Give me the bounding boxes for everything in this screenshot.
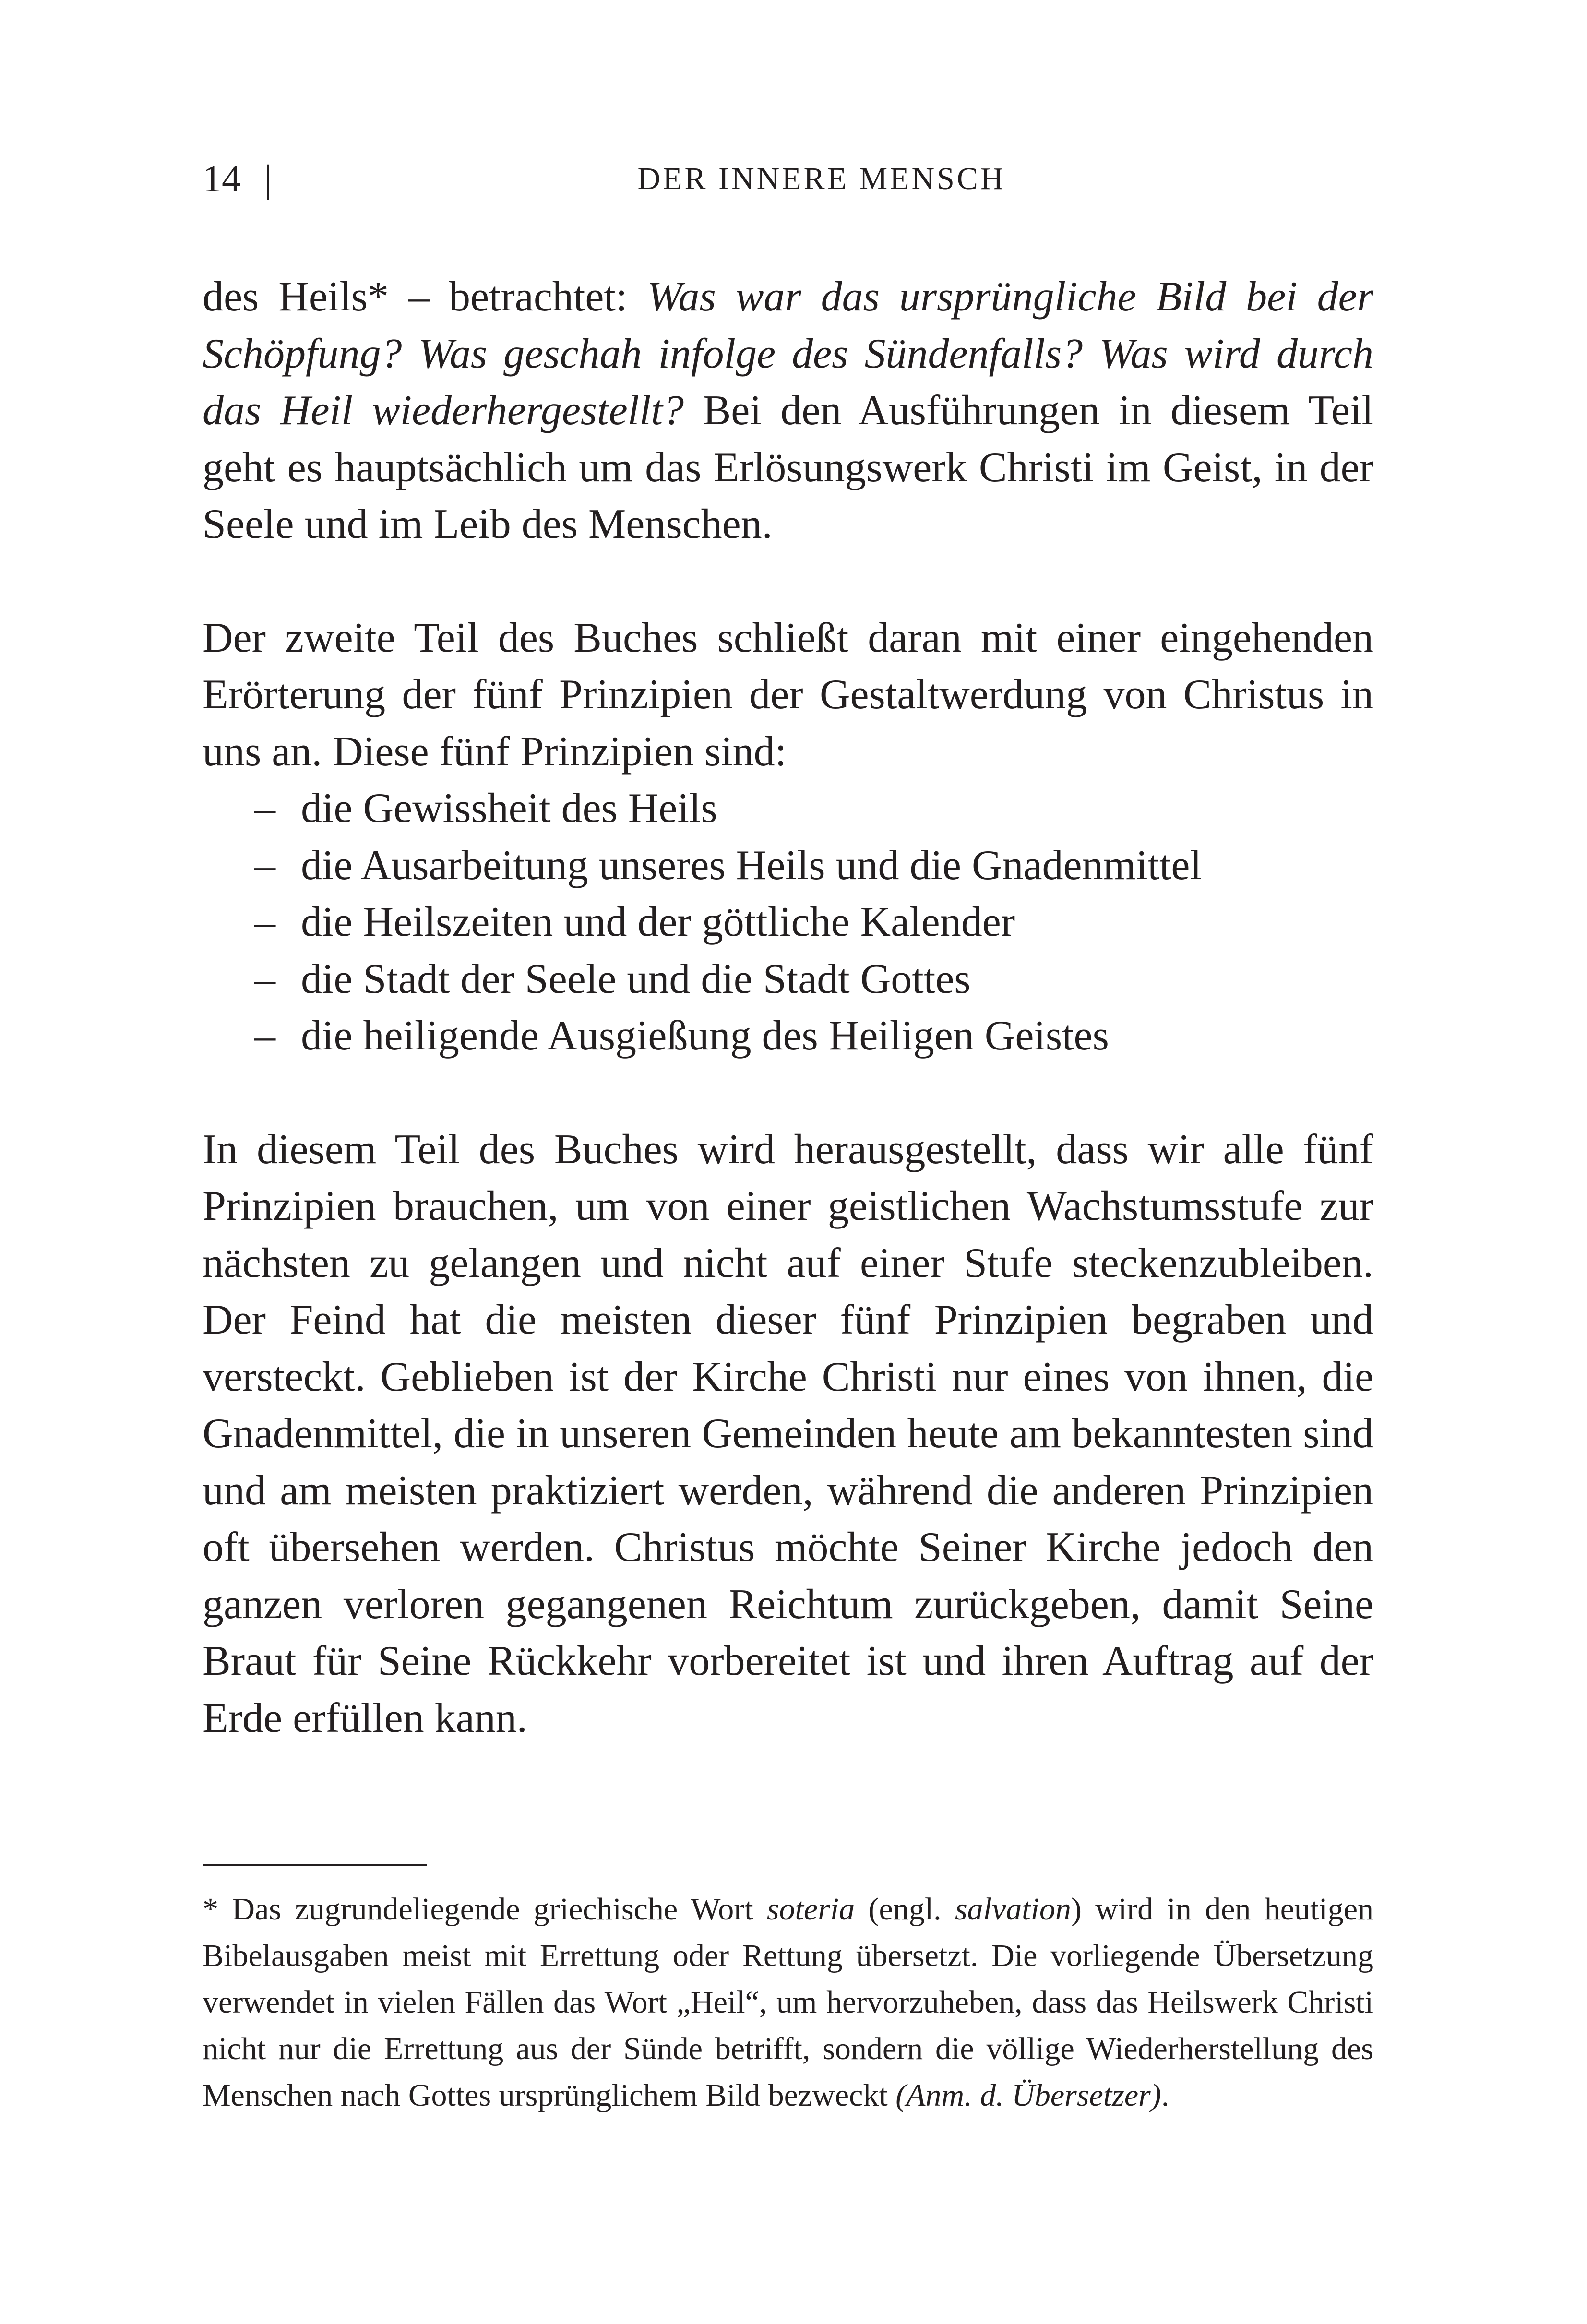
list-item-text: die Gewissheit des Heils — [301, 785, 717, 832]
list-item-text: die heiligende Ausgießung des Heiligen Geistes — [301, 1013, 1109, 1059]
footnote-italic-note: (Anm. d. Übersetzer) — [895, 2078, 1161, 2113]
list-item — [203, 837, 1373, 894]
list-item-text: die Ausarbeitung unseres Heils und die Gnadenmittel — [301, 842, 1202, 889]
footnote-text-b: (engl. — [855, 1892, 955, 1927]
paragraph-3: In diesem Teil des Buches wird herausgestellt, dass wir alle fünf Prinzipien brauchen, um von einer geistlichen Wachstumsstufe zur nächsten zu gelangen und nicht auf einer Stufe steckenzubleiben. Der Feind hat die meisten dieser fünf Prinzipien begraben und versteckt. Geblieben ist der Kirche Christi nur eines von ihnen, die Gnadenmittel, die in unseren Gemeinden heute am bekanntesten sind und am meisten praktiziert werden, während die anderen Prinzipien oft übersehen werden. Christus möchte Seiner Kirche jedoch den ganzen verloren gegangenen Reichtum zurückgeben, damit Seine Braut für Seine Rückkehr vorbereitet ist und ihren Auftrag auf der Erde erfüllen kann. — [203, 1126, 1373, 1741]
list-item — [203, 894, 1373, 951]
list-dash: – — [254, 842, 275, 889]
footnote-text — [203, 1886, 1373, 2119]
footnote-text-d: . — [1161, 2078, 1169, 2113]
list-dash: – — [254, 955, 275, 1002]
footnote-italic-salvation: salvation — [955, 1892, 1071, 1927]
footnote-text-c: ) wird in den heutigen Bibelausgaben meist mit Errettung oder Rettung übersetzt. Die vorliegende Übersetzung verwendet in vielen Fällen das Wort „Heil“, um hervorzuheben, dass das Heilswerk Christi nicht nur die Errettung aus der Sünde betrifft, sondern die völlige Wiederherstellung des Menschen nach Gottes ursprünglichem Bild bezweckt — [203, 1892, 1373, 2113]
list-item — [203, 951, 1373, 1008]
footnote-italic-soteria: soteria — [766, 1892, 855, 1927]
footnote-divider — [203, 1864, 427, 1866]
principles-list — [203, 780, 1373, 1065]
list-dash: – — [254, 1013, 275, 1059]
list-item — [203, 1008, 1373, 1065]
list-item-text: die Stadt der Seele und die Stadt Gottes — [301, 955, 971, 1002]
paragraph-1-text-b: Bei den Ausführungen in diesem Teil geht es hauptsächlich um das Erlösungswerk Christi im Geist, in der Seele und im Leib des Menschen. — [203, 387, 1373, 548]
footnote-text-a: * Das zugrundeliegende griechische Wort — [203, 1892, 767, 1927]
page-header — [203, 153, 1373, 205]
header-separator: | — [264, 158, 272, 200]
body-text — [203, 269, 1373, 1747]
paragraph-2: Der zweite Teil des Buches schließt daran mit einer eingehenden Erörterung der fünf Prinzipien der Gestaltwerdung von Christus in uns an. Diese fünf Prinzipien sind: — [203, 614, 1373, 775]
list-dash: – — [254, 785, 275, 832]
footnote — [203, 1886, 1373, 2119]
list-dash: – — [254, 899, 275, 945]
paragraph-1 — [203, 269, 1373, 553]
page-number: 14 — [203, 158, 241, 200]
running-title: DER INNERE MENSCH — [637, 161, 1006, 196]
list-item — [203, 780, 1373, 837]
list-item-text: die Heilszeiten und der göttliche Kalender — [301, 899, 1015, 945]
paragraph-1-text-a: des Heils* – betrachtet: — [203, 274, 647, 320]
paragraph-1-italic: Was war das ursprüngliche Bild bei der Schöpfung? Was geschah infolge des Sündenfalls? Was wird durch das Heil wiederhergestellt? — [203, 274, 1373, 434]
